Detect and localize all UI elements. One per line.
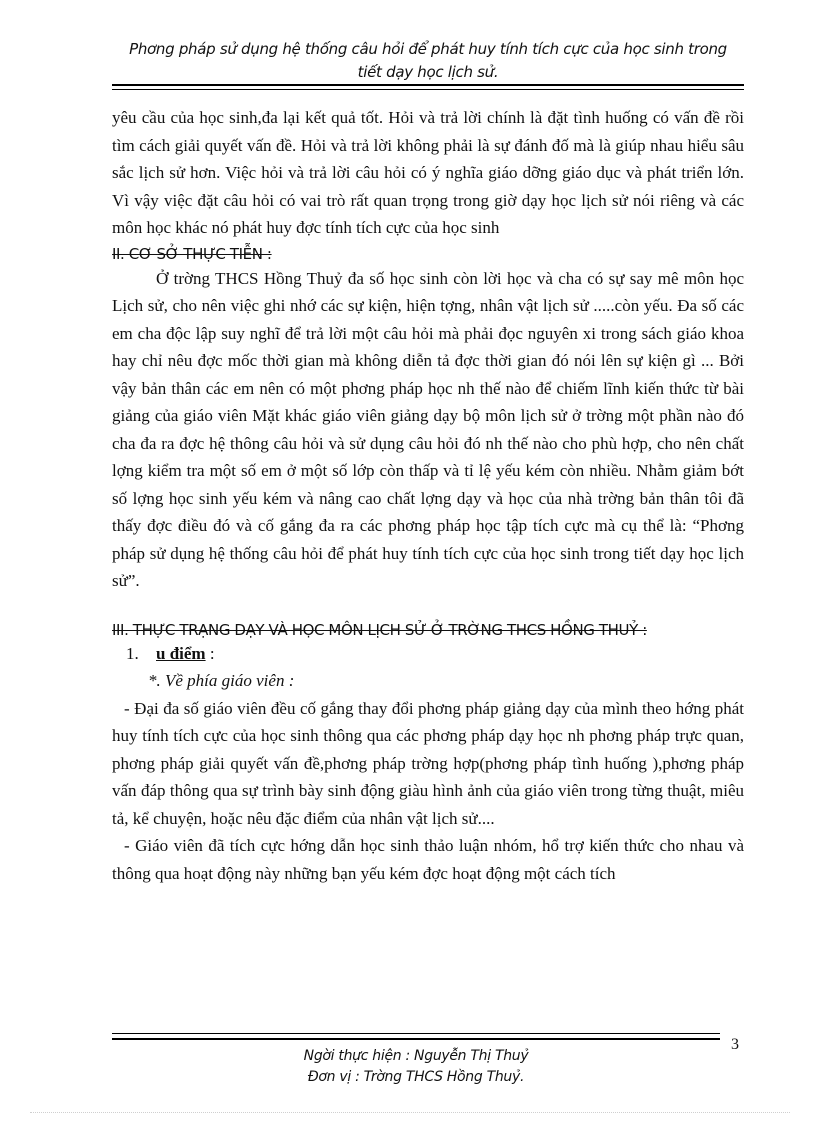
document-body [112,104,744,887]
bullet-paragraph-2: - Giáo viên đã tích cực hớng dẫn học sinh thảo luận nhóm, hổ trợ kiến thức cho nhau và thông qua hoạt động này những bạn yếu kém đợc hoạt động một cách tích [112,836,744,883]
running-footer [112,1046,720,1088]
subsection-suffix: : [205,643,215,663]
subsection-1 [112,640,744,668]
subsection-number: 1. [126,643,139,663]
bullet-paragraph-1: - Đại đa số giáo viên đều cố gắng thay đổi phơng pháp giảng dạy của mình theo hớng phát huy tính tích cực của học sinh thông qua các phơng pháp dạy học nh phơng pháp trực quan, phơng pháp giải quyết vấn đề,phơng pháp trờng hợp(phơng pháp tình huống ),phơng pháp vấn đáp thông qua sự trình bày sinh động giàu hình ảnh của giáo viên trong từng thuật, miêu tả, kể chuyện, hoặc nêu đặc điểm của nhân vật lịch sử.... [112,698,744,828]
page-number: 3 [731,1036,739,1053]
footer-rule-bottom [112,1038,720,1040]
section-heading-2: II. CƠ SỞ THỰC TIỄN : [112,244,272,263]
running-header [112,38,744,84]
subsection-label: u điểm [156,643,206,663]
header-rule-bottom [112,89,744,90]
paragraph-practical-basis: Ở trờng THCS Hồng Thuỷ đa số học sinh còn lời học và cha có sự say mê môn học Lịch sử, cho nên việc ghi nhớ các sự kiện, hiện tợng, nhân vật lịch sử .....còn yếu. Đa số các em cha độc lập suy nghĩ để trả lời một câu hỏi mà phải đọc nguyên xi trong sách giáo khoa hay chỉ nêu đợc mốc thời gian mà không diễn tả đợc thời gian đó nói lên sự kiện gì ... Bởi vậy bản thân các em nên có một phơng pháp học nh thế nào để chiếm lĩnh kiến thức từ bài giảng của giáo viên Mặt khác giáo viên giảng dạy bộ môn lịch sử ở trờng một phần nào đó cha đa ra đợc hệ thông câu hỏi và sử dụng câu hỏi đó nh thế nào cho phù hợp, cho nên chất lợng kiểm tra một số em ở một số lớp còn thấp và tỉ lệ yếu kém còn nhiều. Nhằm giảm bớt số lợng học sinh yếu kém và nâng cao chất lợng dạy và học của nhà trờng bản thân tôi đã thấy đợc điều đó và cố gắng đa ra các phơng pháp học tập tích cực mà cụ thể là: “Phơng pháp sử dụng hệ thống câu hỏi để phát huy tính tích cực của học sinh trong tiết dạy học lịch sử”. [112,268,744,590]
sub-subsection-teachers: *. Về phía giáo viên : [148,671,295,690]
header-rule-top [112,84,744,86]
paragraph-intro-continuation: yêu cầu của học sinh,đa lại kết quả tốt. Hỏi và trả lời chính là đặt tình huống có vấn đề rồi tìm cách giải quyết vấn đề. Hỏi và trả lời không phải là sự đánh đố mà là giúp nhau hiểu sâu sắc lịch sử hơn. Việc hỏi và trả lời câu hỏi có ý nghĩa giáo dỡng giáo dục và phát triển lớn. Vì vậy việc đặt câu hỏi có vai trò rất quan trọng trong giờ dạy học lịch sử nói riêng và các môn học khác nó phát huy đợc tính tích cực của học sinh [112,108,744,237]
header-line-1: Phơng pháp sử dụng hệ thống câu hỏi để phát huy tính tích cực của học sinh trong [129,40,727,58]
footer-unit: Đơn vị : Trờng THCS Hồng Thuỷ. [307,1069,525,1085]
footer-author: Ngời thực hiện : Nguyễn Thị Thuỷ [303,1048,529,1064]
section-heading-3: III. THỰC TRẠNG DẠY VÀ HỌC MÔN LỊCH SỬ Ở TRỜNG THCS HỒNG THUỶ : [112,620,647,639]
footer-rule-top [112,1033,720,1034]
page-edge-divider [30,1112,790,1113]
header-line-2: tiết dạy học lịch sử. [357,63,499,81]
